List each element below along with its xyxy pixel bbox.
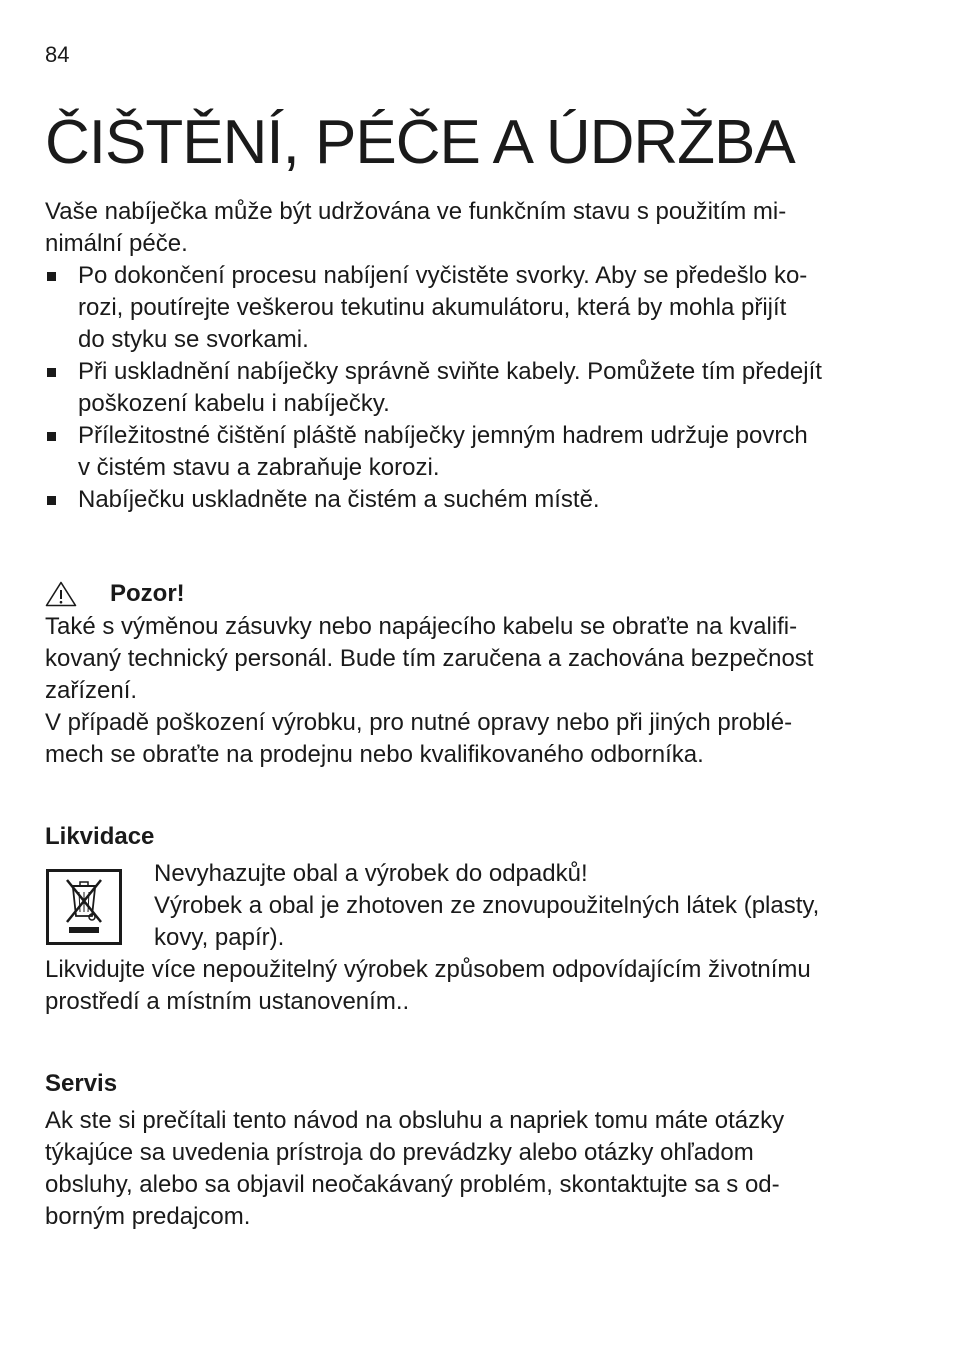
warning-title: Pozor! xyxy=(110,580,185,607)
bullet-line: do styku se svorkami. xyxy=(78,326,309,353)
disposal-text xyxy=(154,858,874,954)
disposal-extra-text xyxy=(45,954,885,1018)
disposal-line: Výrobek a obal je zhotoven ze znovupoužitelných látek (plasty, xyxy=(154,892,820,919)
bullet-item xyxy=(45,356,875,420)
intro-paragraph xyxy=(45,196,835,260)
care-bullet-list xyxy=(45,260,875,516)
warning-line: Také s výměnou zásuvky nebo napájecího kabelu se obraťte na kvalifi- xyxy=(45,613,798,640)
bullet-line: poškození kabelu i nabíječky. xyxy=(78,390,390,417)
service-text xyxy=(45,1105,845,1233)
bullet-line: Po dokončení procesu nabíjení vyčistěte svorky. Aby se předešlo ko- xyxy=(78,262,808,289)
service-line: Ak ste si prečítali tento návod na obsluhu a napriek tomu máte otázky xyxy=(45,1107,785,1134)
warning-line: kovaný technický personál. Bude tím zaručena a zachována bezpečnost xyxy=(45,645,814,672)
warning-line: zařízení. xyxy=(45,677,138,704)
warning-body xyxy=(45,611,865,771)
bullet-square-icon xyxy=(47,496,56,505)
bullet-item xyxy=(45,260,875,356)
warning-triangle-icon xyxy=(45,581,77,607)
crossed-out-bin-icon xyxy=(46,869,122,945)
bullet-square-icon xyxy=(47,272,56,281)
service-heading: Servis xyxy=(45,1070,118,1097)
intro-line: Vaše nabíječka může být udržována ve funkčním stavu s použitím mi- xyxy=(45,198,787,225)
service-line: týkajúce sa uvedenia prístroja do prevádzky alebo otázky ohľadom xyxy=(45,1139,754,1166)
disposal-line: Nevyhazujte obal a výrobek do odpadků! xyxy=(154,860,588,887)
disposal-extra-line: prostředí a místním ustanovením.. xyxy=(45,988,410,1015)
intro-line: nimální péče. xyxy=(45,230,188,257)
bullet-item xyxy=(45,484,875,516)
warning-line: V případě poškození výrobku, pro nutné opravy nebo při jiných problé- xyxy=(45,709,793,736)
service-line: borným predajcom. xyxy=(45,1203,251,1230)
bullet-square-icon xyxy=(47,368,56,377)
bullet-line: rozi, poutírejte veškerou tekutinu akumulátoru, která by mohla přijít xyxy=(78,294,787,321)
warning-line: mech se obraťte na prodejnu nebo kvalifikovaného odborníka. xyxy=(45,741,704,768)
bullet-line: Nabíječku uskladněte na čistém a suchém místě. xyxy=(78,486,600,513)
disposal-heading: Likvidace xyxy=(45,823,155,850)
page-title: ČIŠTĚNÍ, PÉČE A ÚDRŽBA xyxy=(45,108,795,177)
disposal-line: kovy, papír). xyxy=(154,924,285,951)
service-line: obsluhy, alebo sa objavil neočakávaný problém, skontaktujte sa s od- xyxy=(45,1171,780,1198)
bullet-line: Při uskladnění nabíječky správně sviňte kabely. Pomůžete tím předejít xyxy=(78,358,822,385)
disposal-extra-line: Likvidujte více nepoužitelný výrobek způsobem odpovídajícím životnímu xyxy=(45,956,811,983)
bullet-line: v čistém stavu a zabraňuje korozi. xyxy=(78,454,440,481)
page-number: 84 xyxy=(45,42,70,67)
bin-symbol-icon xyxy=(49,872,119,942)
bullet-item xyxy=(45,420,875,484)
bullet-square-icon xyxy=(47,432,56,441)
bullet-line: Příležitostné čištění pláště nabíječky jemným hadrem udržuje povrch xyxy=(78,422,808,449)
